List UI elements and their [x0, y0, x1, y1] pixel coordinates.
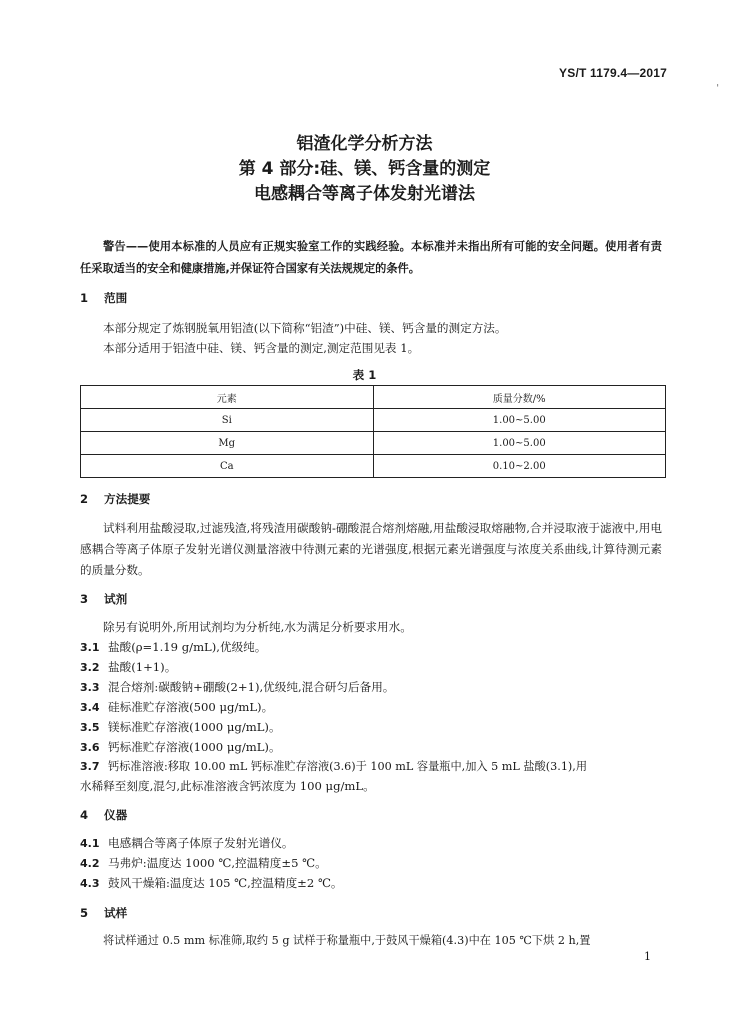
item-text: 电感耦合等离子体原子发射光谱仪。 [108, 836, 294, 850]
item-number: 4.1 [80, 837, 100, 850]
reagent-item [80, 658, 670, 677]
reagent-item [80, 738, 670, 757]
item-number: 3.6 [80, 741, 100, 754]
item-text: 硅标准贮存溶液(500 μg/mL)。 [108, 700, 274, 714]
section-1-heading [80, 289, 127, 307]
table-row [81, 455, 666, 478]
standard-number: YS/T 1179.4—2017 [559, 66, 667, 80]
reagent-item-continued: 水稀释至刻度,混匀,此标准溶液含钙浓度为 100 μg/mL。 [80, 779, 375, 793]
section-title: 试样 [104, 906, 128, 920]
document-title-line-2: 第 4 部分:硅、镁、钙含量的测定 [238, 159, 491, 179]
range-table [80, 385, 666, 478]
table-caption: 表 1 [352, 368, 377, 382]
item-text: 鼓风干燥箱:温度达 105 ℃,控温精度±2 ℃。 [108, 876, 343, 890]
reagent-item [80, 698, 670, 717]
section-number: 2 [80, 492, 89, 506]
document-title-line-1: 铝渣化学分析方法 [296, 134, 433, 154]
page-number: 1 [644, 950, 651, 963]
table-header-row [81, 386, 666, 409]
item-number: 3.4 [80, 701, 100, 714]
item-text: 钙标准贮存溶液(1000 μg/mL)。 [108, 740, 281, 754]
reagent-item [80, 758, 670, 776]
table-cell: 1.00~5.00 [373, 409, 666, 432]
reagent-item [80, 678, 670, 697]
section-title: 仪器 [104, 808, 128, 822]
section-5-heading [80, 904, 127, 922]
table-row [81, 432, 666, 455]
section-2-heading [80, 490, 150, 508]
table-cell: Si [81, 409, 374, 432]
table-row [81, 409, 666, 432]
sample-paragraph: 将试样通过 0.5 mm 标准筛,取约 5 g 试样于称量瓶中,于鼓风干燥箱(4.3)中在 105 ℃下烘 2 h,置 [103, 934, 591, 947]
item-number: 3.2 [80, 661, 100, 674]
table-cell: 1.00~5.00 [373, 432, 666, 455]
section-title: 试剂 [104, 592, 128, 606]
instrument-item [80, 874, 670, 893]
table-cell: 0.10~2.00 [373, 455, 666, 478]
scope-paragraph-1: 本部分规定了炼钢脱氧用铝渣(以下简称“铝渣”)中硅、镁、钙含量的测定方法。 [103, 321, 507, 335]
item-number: 3.7 [80, 760, 100, 773]
document-title-line-3: 电感耦合等离子体发射光谱法 [254, 184, 475, 204]
table-cell: Mg [81, 432, 374, 455]
item-number: 3.5 [80, 721, 100, 734]
scope-paragraph-2: 本部分适用于铝渣中硅、镁、钙含量的测定,测定范围见表 1。 [103, 341, 420, 355]
section-number: 1 [80, 291, 89, 305]
item-number: 3.3 [80, 681, 100, 694]
item-text: 马弗炉:温度达 1000 ℃,控温精度±5 ℃。 [108, 856, 327, 870]
item-text: 盐酸(1+1)。 [108, 660, 177, 674]
item-text: 混合熔剂:碳酸钠+硼酸(2+1),优级纯,混合研匀后备用。 [108, 680, 395, 694]
section-number: 4 [80, 808, 89, 822]
warning-paragraph: 警告——使用本标准的人员应有正规实验室工作的实践经验。本标准并未指出所有可能的安全问题。使用者有责任采取适当的安全和健康措施,并保证符合国家有关法规规定的条件。 [80, 240, 662, 275]
method-summary-paragraph: 试料利用盐酸浸取,过滤残渣,将残渣用碳酸钠-硼酸混合熔剂熔融,用盐酸浸取熔融物,合并浸取液于滤液中,用电感耦合等离子体原子发射光谱仪测量溶液中待测元素的光谱强度,根据元素光谱强度与浓度关系曲线,计算待测元素的质量分数。 [80, 521, 662, 577]
section-number: 3 [80, 592, 89, 606]
section-title: 范围 [104, 291, 128, 305]
edge-mark: ' [716, 84, 719, 94]
table-cell: Ca [81, 455, 374, 478]
section-4-heading [80, 806, 127, 824]
item-number: 4.2 [80, 857, 100, 870]
reagent-item [80, 638, 670, 657]
item-number: 4.3 [80, 877, 100, 890]
section-title: 方法提要 [104, 492, 151, 506]
item-text: 镁标准贮存溶液(1000 μg/mL)。 [108, 720, 281, 734]
reagent-item [80, 718, 670, 737]
item-text: 钙标准溶液:移取 10.00 mL 钙标准贮存溶液(3.6)于 100 mL 容量瓶中,加入 5 mL 盐酸(3.1),用 [108, 760, 588, 773]
table-header-mass-fraction: 质量分数/% [373, 386, 666, 409]
item-text: 盐酸(ρ=1.19 g/mL),优级纯。 [108, 640, 267, 654]
item-number: 3.1 [80, 641, 100, 654]
table-header-element: 元素 [81, 386, 374, 409]
section-number: 5 [80, 906, 89, 920]
instrument-item [80, 834, 670, 853]
section-3-heading [80, 590, 127, 608]
instrument-item [80, 854, 670, 873]
reagents-intro: 除另有说明外,所用试剂均为分析纯,水为满足分析要求用水。 [103, 620, 412, 634]
